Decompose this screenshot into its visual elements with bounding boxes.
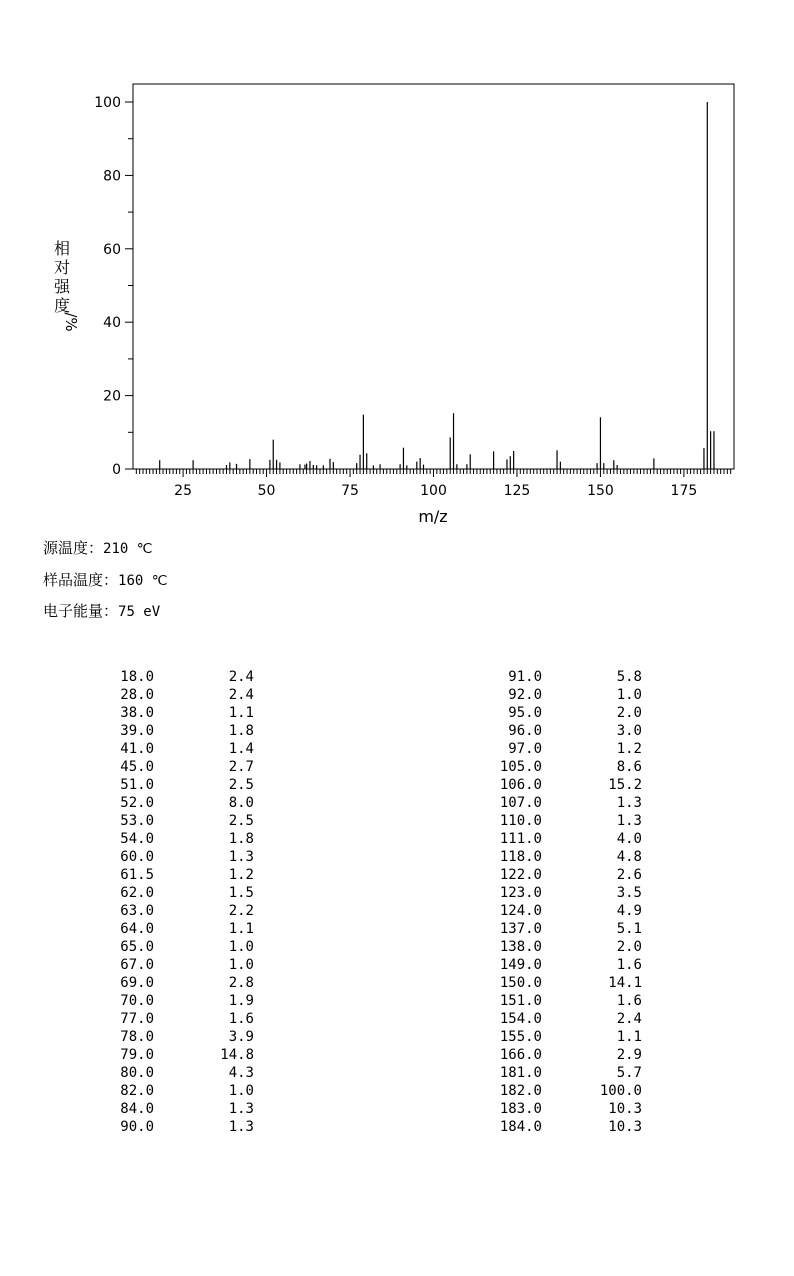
mz-value: 111.0 — [499, 831, 542, 847]
x-tick-label: 175 — [670, 483, 698, 499]
mz-value: 41.0 — [120, 741, 154, 757]
mz-value: 110.0 — [499, 813, 542, 829]
y-label-char: 相 — [53, 239, 71, 258]
abundance-value: 4.8 — [616, 849, 642, 865]
abundance-value: 1.0 — [228, 957, 254, 973]
abundance-value: 8.0 — [228, 795, 254, 811]
x-tick-label: 150 — [587, 483, 614, 499]
mz-value: 123.0 — [499, 885, 542, 901]
y-axis — [94, 95, 133, 478]
table-row — [390, 920, 690, 938]
table-row — [390, 884, 690, 902]
abundance-value: 1.8 — [228, 831, 254, 847]
mz-value: 45.0 — [120, 759, 154, 775]
y-tick-label: 60 — [103, 241, 121, 258]
abundance-value: 1.1 — [228, 705, 254, 721]
x-tick-label: 75 — [341, 483, 359, 499]
mz-value: 184.0 — [499, 1119, 542, 1135]
table-row — [390, 992, 690, 1010]
table-row — [0, 740, 300, 758]
table-row — [390, 668, 690, 686]
mz-value: 138.0 — [499, 939, 542, 955]
source-temp-value: 210 ℃ — [103, 541, 153, 557]
electron-energy-value: 75 eV — [118, 604, 161, 620]
mz-value: 154.0 — [499, 1011, 542, 1027]
mz-value: 151.0 — [499, 993, 542, 1009]
x-tick-label: 125 — [503, 483, 531, 499]
y-label-char: 强 — [53, 277, 71, 296]
table-row — [390, 902, 690, 920]
abundance-value: 2.4 — [228, 669, 254, 685]
table-row — [0, 1046, 300, 1064]
mz-value: 95.0 — [508, 705, 542, 721]
table-row — [390, 704, 690, 722]
table-row — [390, 758, 690, 776]
mz-value: 61.5 — [120, 867, 154, 883]
abundance-value: 1.3 — [228, 849, 254, 865]
abundance-value: 2.5 — [228, 777, 254, 793]
mz-value: 106.0 — [499, 777, 542, 793]
table-row — [0, 974, 300, 992]
table-row — [390, 794, 690, 812]
abundance-value: 3.0 — [616, 723, 642, 739]
table-row — [0, 812, 300, 830]
table-row — [390, 830, 690, 848]
table-row — [0, 758, 300, 776]
mz-value: 84.0 — [120, 1101, 154, 1117]
abundance-value: 14.8 — [220, 1047, 254, 1063]
source-temp-label: 源温度： — [43, 539, 104, 557]
abundance-value: 2.4 — [228, 687, 254, 703]
table-row — [390, 848, 690, 866]
y-tick-label: 20 — [103, 388, 121, 405]
abundance-value: 4.9 — [616, 903, 642, 919]
abundance-value: 1.5 — [228, 885, 254, 901]
table-row — [0, 704, 300, 722]
table-row — [0, 956, 300, 974]
table-row — [0, 1010, 300, 1028]
x-axis — [136, 469, 730, 499]
mz-value: 70.0 — [120, 993, 154, 1009]
abundance-value: 1.8 — [228, 723, 254, 739]
mz-value: 64.0 — [120, 921, 154, 937]
mz-value: 52.0 — [120, 795, 154, 811]
mz-value: 65.0 — [120, 939, 154, 955]
abundance-value: 1.4 — [228, 741, 254, 757]
sample-temp-label: 样品温度： — [43, 571, 119, 589]
x-tick-label: 100 — [420, 483, 447, 499]
table-row — [0, 992, 300, 1010]
electron-energy — [43, 600, 160, 621]
abundance-value: 2.9 — [616, 1047, 642, 1063]
y-axis-label — [54, 239, 80, 332]
mz-value: 181.0 — [499, 1065, 542, 1081]
mz-value: 97.0 — [508, 741, 542, 757]
table-row — [390, 1082, 690, 1100]
table-row — [0, 830, 300, 848]
table-row — [390, 938, 690, 956]
electron-energy-label: 电子能量： — [43, 602, 119, 620]
abundance-value: 14.1 — [608, 975, 642, 991]
abundance-value: 1.0 — [228, 939, 254, 955]
table-row — [0, 1082, 300, 1100]
mz-value: 80.0 — [120, 1065, 154, 1081]
mz-value: 137.0 — [499, 921, 542, 937]
mz-value: 105.0 — [499, 759, 542, 775]
abundance-value: 2.7 — [228, 759, 254, 775]
x-tick-label: 25 — [174, 483, 192, 499]
table-row — [0, 668, 300, 686]
abundance-value: 10.3 — [608, 1119, 642, 1135]
table-row — [0, 794, 300, 812]
abundance-value: 2.0 — [616, 705, 642, 721]
abundance-value: 10.3 — [608, 1101, 642, 1117]
table-row — [390, 1118, 690, 1136]
mz-value: 67.0 — [120, 957, 154, 973]
abundance-value: 2.0 — [616, 939, 642, 955]
table-row — [0, 1028, 300, 1046]
table-row — [390, 866, 690, 884]
abundance-value: 1.1 — [616, 1029, 642, 1045]
abundance-value: 1.3 — [228, 1119, 254, 1135]
mz-value: 28.0 — [120, 687, 154, 703]
y-tick-label: 80 — [103, 168, 121, 185]
abundance-value: 1.6 — [228, 1011, 254, 1027]
abundance-value: 2.8 — [228, 975, 254, 991]
table-row — [0, 686, 300, 704]
mz-value: 79.0 — [120, 1047, 154, 1063]
mz-value: 122.0 — [499, 867, 542, 883]
mz-value: 51.0 — [120, 777, 154, 793]
plot-frame — [133, 84, 734, 469]
mz-value: 18.0 — [120, 669, 154, 685]
abundance-value: 1.3 — [616, 795, 642, 811]
abundance-value: 15.2 — [608, 777, 642, 793]
mz-value: 78.0 — [120, 1029, 154, 1045]
mz-value: 92.0 — [508, 687, 542, 703]
table-row — [0, 884, 300, 902]
table-row — [0, 866, 300, 884]
abundance-value: 8.6 — [616, 759, 642, 775]
source-temperature — [43, 537, 152, 558]
abundance-value: 1.6 — [616, 957, 642, 973]
sample-temp-value: 160 ℃ — [118, 573, 168, 589]
abundance-value: 2.5 — [228, 813, 254, 829]
x-tick-label: 50 — [257, 483, 276, 499]
abundance-value: 1.9 — [228, 993, 254, 1009]
mz-value: 39.0 — [120, 723, 154, 739]
mz-value: 63.0 — [120, 903, 154, 919]
abundance-value: 3.5 — [616, 885, 642, 901]
mz-value: 53.0 — [120, 813, 154, 829]
y-label-char: 度 — [53, 296, 71, 315]
spectrum-peaks — [160, 102, 714, 469]
abundance-value: 1.3 — [616, 813, 642, 829]
table-row — [390, 1100, 690, 1118]
mz-value: 62.0 — [120, 885, 154, 901]
mz-value: 69.0 — [120, 975, 154, 991]
abundance-value: 1.1 — [228, 921, 254, 937]
table-row — [390, 1064, 690, 1082]
abundance-value: 1.0 — [616, 687, 642, 703]
mz-value: 155.0 — [499, 1029, 542, 1045]
table-row — [390, 812, 690, 830]
table-row — [0, 722, 300, 740]
mass-spectrum-chart — [0, 0, 794, 535]
table-row — [390, 1046, 690, 1064]
table-row — [0, 776, 300, 794]
table-row — [390, 776, 690, 794]
y-tick-label: 0 — [112, 462, 121, 478]
abundance-value: 5.1 — [616, 921, 642, 937]
abundance-value: 5.8 — [616, 669, 642, 685]
y-tick-label: 40 — [103, 315, 121, 332]
mz-value: 77.0 — [120, 1011, 154, 1027]
mz-value: 150.0 — [499, 975, 542, 991]
table-row — [390, 722, 690, 740]
table-row — [0, 848, 300, 866]
x-axis-label: m/z — [418, 507, 448, 526]
y-label-unit: /% — [62, 312, 80, 332]
table-row — [390, 1028, 690, 1046]
table-row — [0, 1118, 300, 1136]
mz-value: 91.0 — [508, 669, 542, 685]
mz-value: 82.0 — [120, 1083, 154, 1099]
table-row — [390, 1010, 690, 1028]
abundance-value: 2.2 — [228, 903, 254, 919]
mz-value: 90.0 — [120, 1119, 154, 1135]
abundance-value: 100.0 — [599, 1083, 642, 1099]
table-row — [0, 1100, 300, 1118]
mz-value: 118.0 — [499, 849, 542, 865]
abundance-value: 2.6 — [616, 867, 642, 883]
abundance-value: 1.3 — [228, 1101, 254, 1117]
abundance-value: 1.2 — [228, 867, 254, 883]
peak-table-left — [0, 668, 300, 1136]
abundance-value: 1.2 — [616, 741, 642, 757]
mz-value: 54.0 — [120, 831, 154, 847]
mz-value: 183.0 — [499, 1101, 542, 1117]
mz-value: 149.0 — [499, 957, 542, 973]
table-row — [390, 740, 690, 758]
table-row — [390, 956, 690, 974]
table-row — [0, 938, 300, 956]
peak-table-right — [390, 668, 690, 1136]
abundance-value: 4.0 — [616, 831, 642, 847]
abundance-value: 5.7 — [616, 1065, 642, 1081]
abundance-value: 1.6 — [616, 993, 642, 1009]
mz-value: 38.0 — [120, 705, 154, 721]
mz-value: 166.0 — [499, 1047, 542, 1063]
mz-value: 182.0 — [499, 1083, 542, 1099]
table-row — [0, 920, 300, 938]
abundance-value: 4.3 — [228, 1065, 254, 1081]
sample-temperature — [43, 569, 167, 590]
y-tick-label: 100 — [94, 95, 121, 111]
abundance-value: 1.0 — [228, 1083, 254, 1099]
mz-value: 96.0 — [508, 723, 542, 739]
table-row — [0, 902, 300, 920]
table-row — [0, 1064, 300, 1082]
mz-value: 107.0 — [499, 795, 542, 811]
abundance-value: 3.9 — [228, 1029, 254, 1045]
abundance-value: 2.4 — [616, 1011, 642, 1027]
mz-value: 124.0 — [499, 903, 542, 919]
y-label-char: 对 — [53, 258, 71, 277]
table-row — [390, 686, 690, 704]
table-row — [390, 974, 690, 992]
mz-value: 60.0 — [120, 849, 154, 865]
